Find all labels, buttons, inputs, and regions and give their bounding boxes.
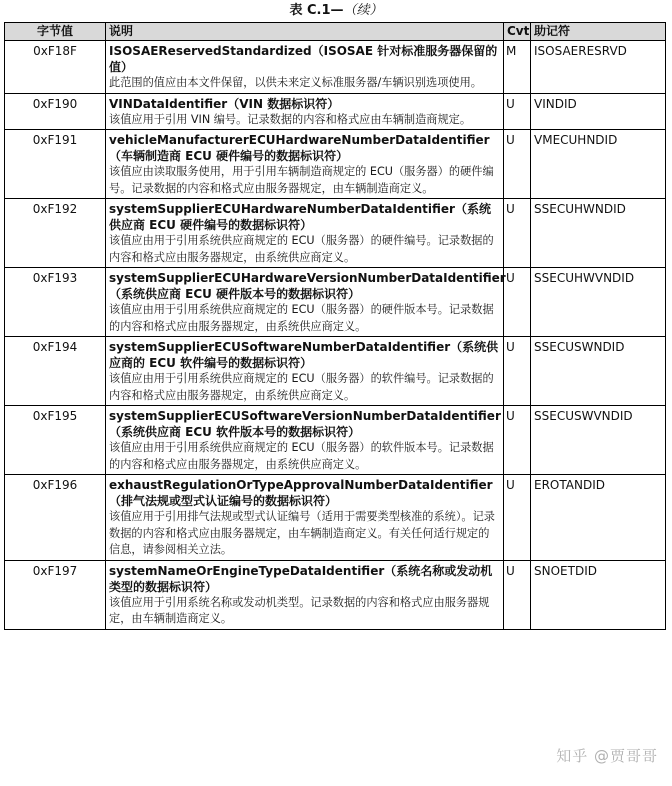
cvt-cell: U (504, 130, 531, 199)
mnemonic-cell: SSECUSWNDID (531, 337, 666, 406)
mnemonic-cell: VINDID (531, 93, 666, 130)
identifier-description: 该值应由用于引用系统供应商规定的 ECU（服务器）的软件版本号。记录数据的内容和格式应由服务器规定，由系统供应商定义。 (109, 441, 494, 471)
description-cell (106, 406, 504, 475)
identifier-description: 此范围的值应由本文件保留，以供未来定义标准服务器/车辆识别选项使用。 (109, 76, 482, 89)
byte-value-cell: 0xF194 (5, 337, 106, 406)
description-cell (106, 560, 504, 629)
byte-value-cell: 0xF196 (5, 475, 106, 561)
cvt-cell: U (504, 199, 531, 268)
identifier-name: systemSupplierECUSoftwareNumberDataIdentifier（系统供应商的 ECU 软件编号的数据标识符） (109, 340, 499, 370)
mnemonic-cell: SNOETDID (531, 560, 666, 629)
mnemonic-cell: ISOSAERESRVD (531, 41, 666, 94)
cvt-cell: U (504, 475, 531, 561)
table-row (5, 93, 666, 130)
cvt-cell: M (504, 41, 531, 94)
table-row (5, 199, 666, 268)
identifier-description: 该值应由用于引用系统供应商规定的 ECU（服务器）的硬件编号。记录数据的内容和格式应由服务器规定，由系统供应商定义。 (109, 234, 494, 264)
mnemonic-cell: SSECUSWVNDID (531, 406, 666, 475)
watermark: 知乎 @贾哥哥 (556, 747, 658, 765)
mnemonic-cell: VMECUHNDID (531, 130, 666, 199)
identifier-name: systemSupplierECUSoftwareVersionNumberDataIdentifier（系统供应商 ECU 软件版本号的数据标识符） (109, 409, 501, 439)
description-cell (106, 93, 504, 130)
table-row (5, 406, 666, 475)
cvt-cell: U (504, 93, 531, 130)
description-cell (106, 199, 504, 268)
identifier-table (4, 22, 666, 630)
cvt-cell: U (504, 560, 531, 629)
identifier-description: 该值应用于引用排气法规或型式认证编号（适用于需要类型核准的系统）。记录数据的内容和格式应由服务器规定，由车辆制造商定义。有关任何适行规定的信息，请参阅相关立法。 (109, 510, 495, 556)
table-caption (0, 3, 672, 19)
identifier-description: 该值应用于引用系统名称或发动机类型。记录数据的内容和格式应由服务器规定，由车辆制造商定义。 (109, 595, 490, 625)
byte-value-cell: 0xF197 (5, 560, 106, 629)
byte-value-cell: 0xF18F (5, 41, 106, 94)
identifier-description: 该值应由用于引用系统供应商规定的 ECU（服务器）的软件编号。记录数据的内容和格式应由服务器规定，由系统供应商定义。 (109, 372, 494, 402)
identifier-name: systemSupplierECUHardwareVersionNumberDataIdentifier（系统供应商 ECU 硬件版本号的数据标识符） (109, 271, 506, 301)
byte-value-cell: 0xF190 (5, 93, 106, 130)
cvt-cell: U (504, 406, 531, 475)
identifier-name: exhaustRegulationOrTypeApprovalNumberDataIdentifier（排气法规或型式认证编号的数据标识符） (109, 478, 493, 508)
identifier-name: systemNameOrEngineTypeDataIdentifier（系统名称或发动机类型的数据标识符） (109, 563, 493, 594)
mnemonic-cell: SSECUHWNDID (531, 199, 666, 268)
description-cell (106, 337, 504, 406)
identifier-description: 该值应由读取服务使用，用于引用车辆制造商规定的 ECU（服务器）的硬件编号。记录数据的内容和格式应由服务器规定，由车辆制造商定义。 (109, 165, 494, 195)
byte-value-cell: 0xF195 (5, 406, 106, 475)
header-row (5, 23, 666, 41)
identifier-name: VINDataIdentifier（VIN 数据标识符） (109, 96, 340, 111)
caption-continued: （续） (343, 3, 383, 18)
identifier-name: ISOSAEReservedStandardized（ISOSAE 针对标准服务器保留的值） (109, 44, 498, 74)
header-byte-value: 字节值 (5, 23, 106, 41)
table-row (5, 337, 666, 406)
table-row (5, 41, 666, 94)
byte-value-cell: 0xF191 (5, 130, 106, 199)
table-row (5, 130, 666, 199)
identifier-description: 该值应由用于引用系统供应商规定的 ECU（服务器）的硬件版本号。记录数据的内容和格式应由服务器规定，由系统供应商定义。 (109, 303, 494, 333)
cvt-cell: U (504, 268, 531, 337)
table-row (5, 560, 666, 629)
identifier-name: systemSupplierECUHardwareNumberDataIdentifier（系统供应商 ECU 硬件编号的数据标识符） (109, 202, 491, 232)
description-cell (106, 475, 504, 561)
cvt-cell: U (504, 337, 531, 406)
description-cell (106, 41, 504, 94)
identifier-description: 该值应用于引用 VIN 编号。记录数据的内容和格式应由车辆制造商规定。 (109, 112, 472, 126)
mnemonic-cell: SSECUHWVNDID (531, 268, 666, 337)
description-cell (106, 130, 504, 199)
description-cell (106, 268, 504, 337)
mnemonic-cell: EROTANDID (531, 475, 666, 561)
header-cvt: Cvt (504, 23, 531, 41)
header-mnemonic: 助记符 (531, 23, 666, 41)
byte-value-cell: 0xF192 (5, 199, 106, 268)
caption-title: 表 C.1— (289, 3, 344, 18)
table-row (5, 268, 666, 337)
byte-value-cell: 0xF193 (5, 268, 106, 337)
identifier-name: vehicleManufacturerECUHardwareNumberDataIdentifier（车辆制造商 ECU 硬件编号的数据标识符） (109, 133, 490, 163)
header-description: 说明 (106, 23, 504, 41)
table-row (5, 475, 666, 561)
